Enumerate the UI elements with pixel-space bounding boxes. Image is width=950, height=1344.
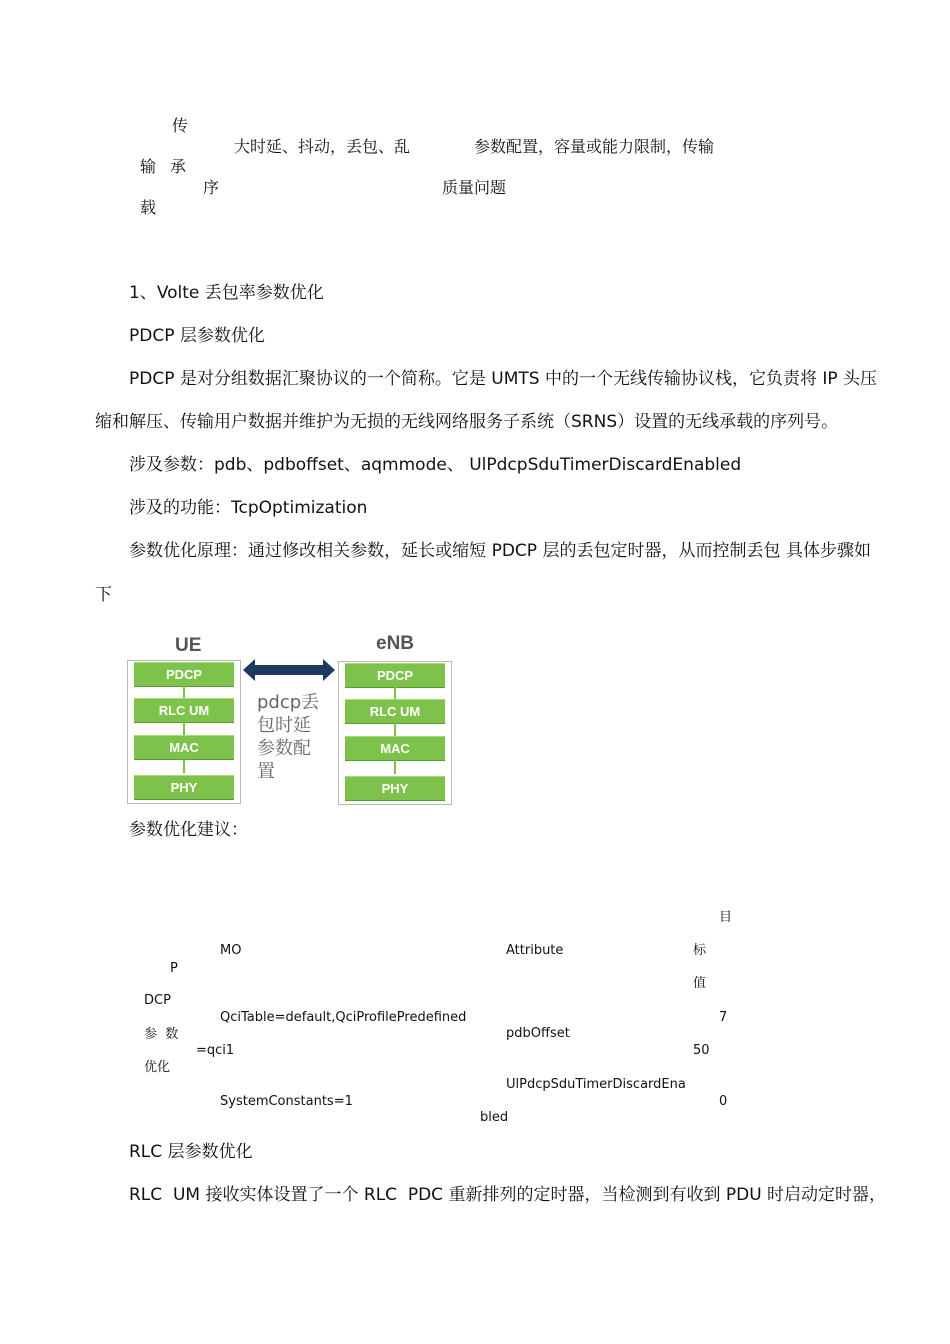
- enb-layer-pdcp: PDCP: [345, 663, 445, 688]
- enb-layer-rlc: RLC UM: [345, 699, 445, 724]
- ue-layer-pdcp: PDCP: [134, 662, 234, 687]
- top-table-col1-char: 承: [170, 157, 187, 176]
- function-line: 涉及的功能：TcpOptimization: [129, 498, 368, 518]
- top-table-col2-line2: 序: [203, 178, 220, 197]
- ue-connector: [183, 759, 185, 773]
- rlc-heading: RLC 层参数优化: [129, 1142, 253, 1162]
- section1-heading: 1、Volte 丢包率参数优化: [129, 283, 324, 303]
- ue-layer-mac: MAC: [134, 735, 234, 760]
- principle-line2: 下: [95, 585, 112, 605]
- enb-connector: [394, 723, 396, 737]
- value-cell: 0: [719, 1094, 728, 1109]
- top-table-col3-line2: 质量问题: [442, 178, 507, 197]
- rlc-desc-line1: RLC UM 接收实体设置了一个 RLC PDC 重新排列的定时器，当检测到有收到 PDU 时启动定时器，: [129, 1185, 887, 1205]
- header-target-char: 值: [693, 976, 707, 991]
- params-line: 涉及参数：pdb、pdboffset、aqmmode、 UlPdcpSduTimerDiscardEnabled: [129, 455, 742, 475]
- value-cell: 50: [693, 1043, 710, 1058]
- enb-stack: [338, 661, 452, 805]
- ue-connector: [183, 722, 185, 736]
- ue-layer-phy: PHY: [134, 775, 234, 800]
- ue-stack: [127, 660, 241, 804]
- enb-title: eNB: [376, 633, 415, 654]
- mo-line2: =qci1: [196, 1043, 235, 1058]
- double-arrow-icon: [243, 659, 335, 681]
- pdcp-heading: PDCP 层参数优化: [129, 326, 265, 346]
- top-table-col3-line1: 参数配置，容量或能力限制，传输: [474, 137, 715, 156]
- middle-label-line: 参数配: [257, 738, 311, 759]
- row-label-line: 优化: [144, 1060, 171, 1075]
- suggestion-label: 参数优化建议：: [129, 820, 248, 840]
- middle-label-line: 包时延: [257, 715, 311, 736]
- ue-layer-rlc: RLC UM: [134, 698, 234, 723]
- enb-layer-phy: PHY: [345, 776, 445, 801]
- middle-label-line: 置: [257, 761, 275, 782]
- row-label-line: DCP: [144, 993, 171, 1008]
- header-attribute: Attribute: [506, 943, 564, 958]
- mo-line1: QciTable=default,QciProfilePredefined: [220, 1010, 467, 1025]
- pdcp-desc-line2: 缩和解压、传输用户数据并维护为无损的无线网络服务子系统（SRNS）设置的无线承载的序列号。: [95, 412, 839, 432]
- header-target-char: 目: [719, 910, 733, 925]
- row-label-line: P: [170, 961, 178, 976]
- enb-layer-mac: MAC: [345, 736, 445, 761]
- top-table-col1-char: 载: [140, 198, 157, 217]
- attr-discard-line1: UlPdcpSduTimerDiscardEna: [506, 1077, 686, 1092]
- value-cell: 7: [719, 1010, 728, 1025]
- header-target-char: 标: [693, 943, 707, 958]
- ue-title: UE: [175, 635, 202, 656]
- top-table-col1-char: 传: [172, 116, 189, 135]
- row-label-line: 参 数: [144, 1027, 179, 1042]
- middle-label-line: pdcp丢: [257, 692, 320, 713]
- principle-line1: 参数优化原理：通过修改相关参数，延长或缩短 PDCP 层的丢包定时器，从而控制丢包 具体步骤如: [129, 541, 871, 561]
- mo-line3: SystemConstants=1: [220, 1094, 353, 1109]
- header-mo: MO: [220, 943, 242, 958]
- top-table-col2-line1: 大时延、抖动，丢包、乱: [234, 137, 411, 156]
- enb-connector: [394, 760, 396, 774]
- pdcp-desc-line1: PDCP 是对分组数据汇聚协议的一个简称。它是 UMTS 中的一个无线传输协议栈，它负责将 IP 头压: [129, 369, 878, 389]
- top-table-col1-char: 输: [140, 157, 157, 176]
- attr-pdboffset: pdbOffset: [506, 1026, 570, 1041]
- attr-discard-line2: bled: [480, 1110, 509, 1125]
